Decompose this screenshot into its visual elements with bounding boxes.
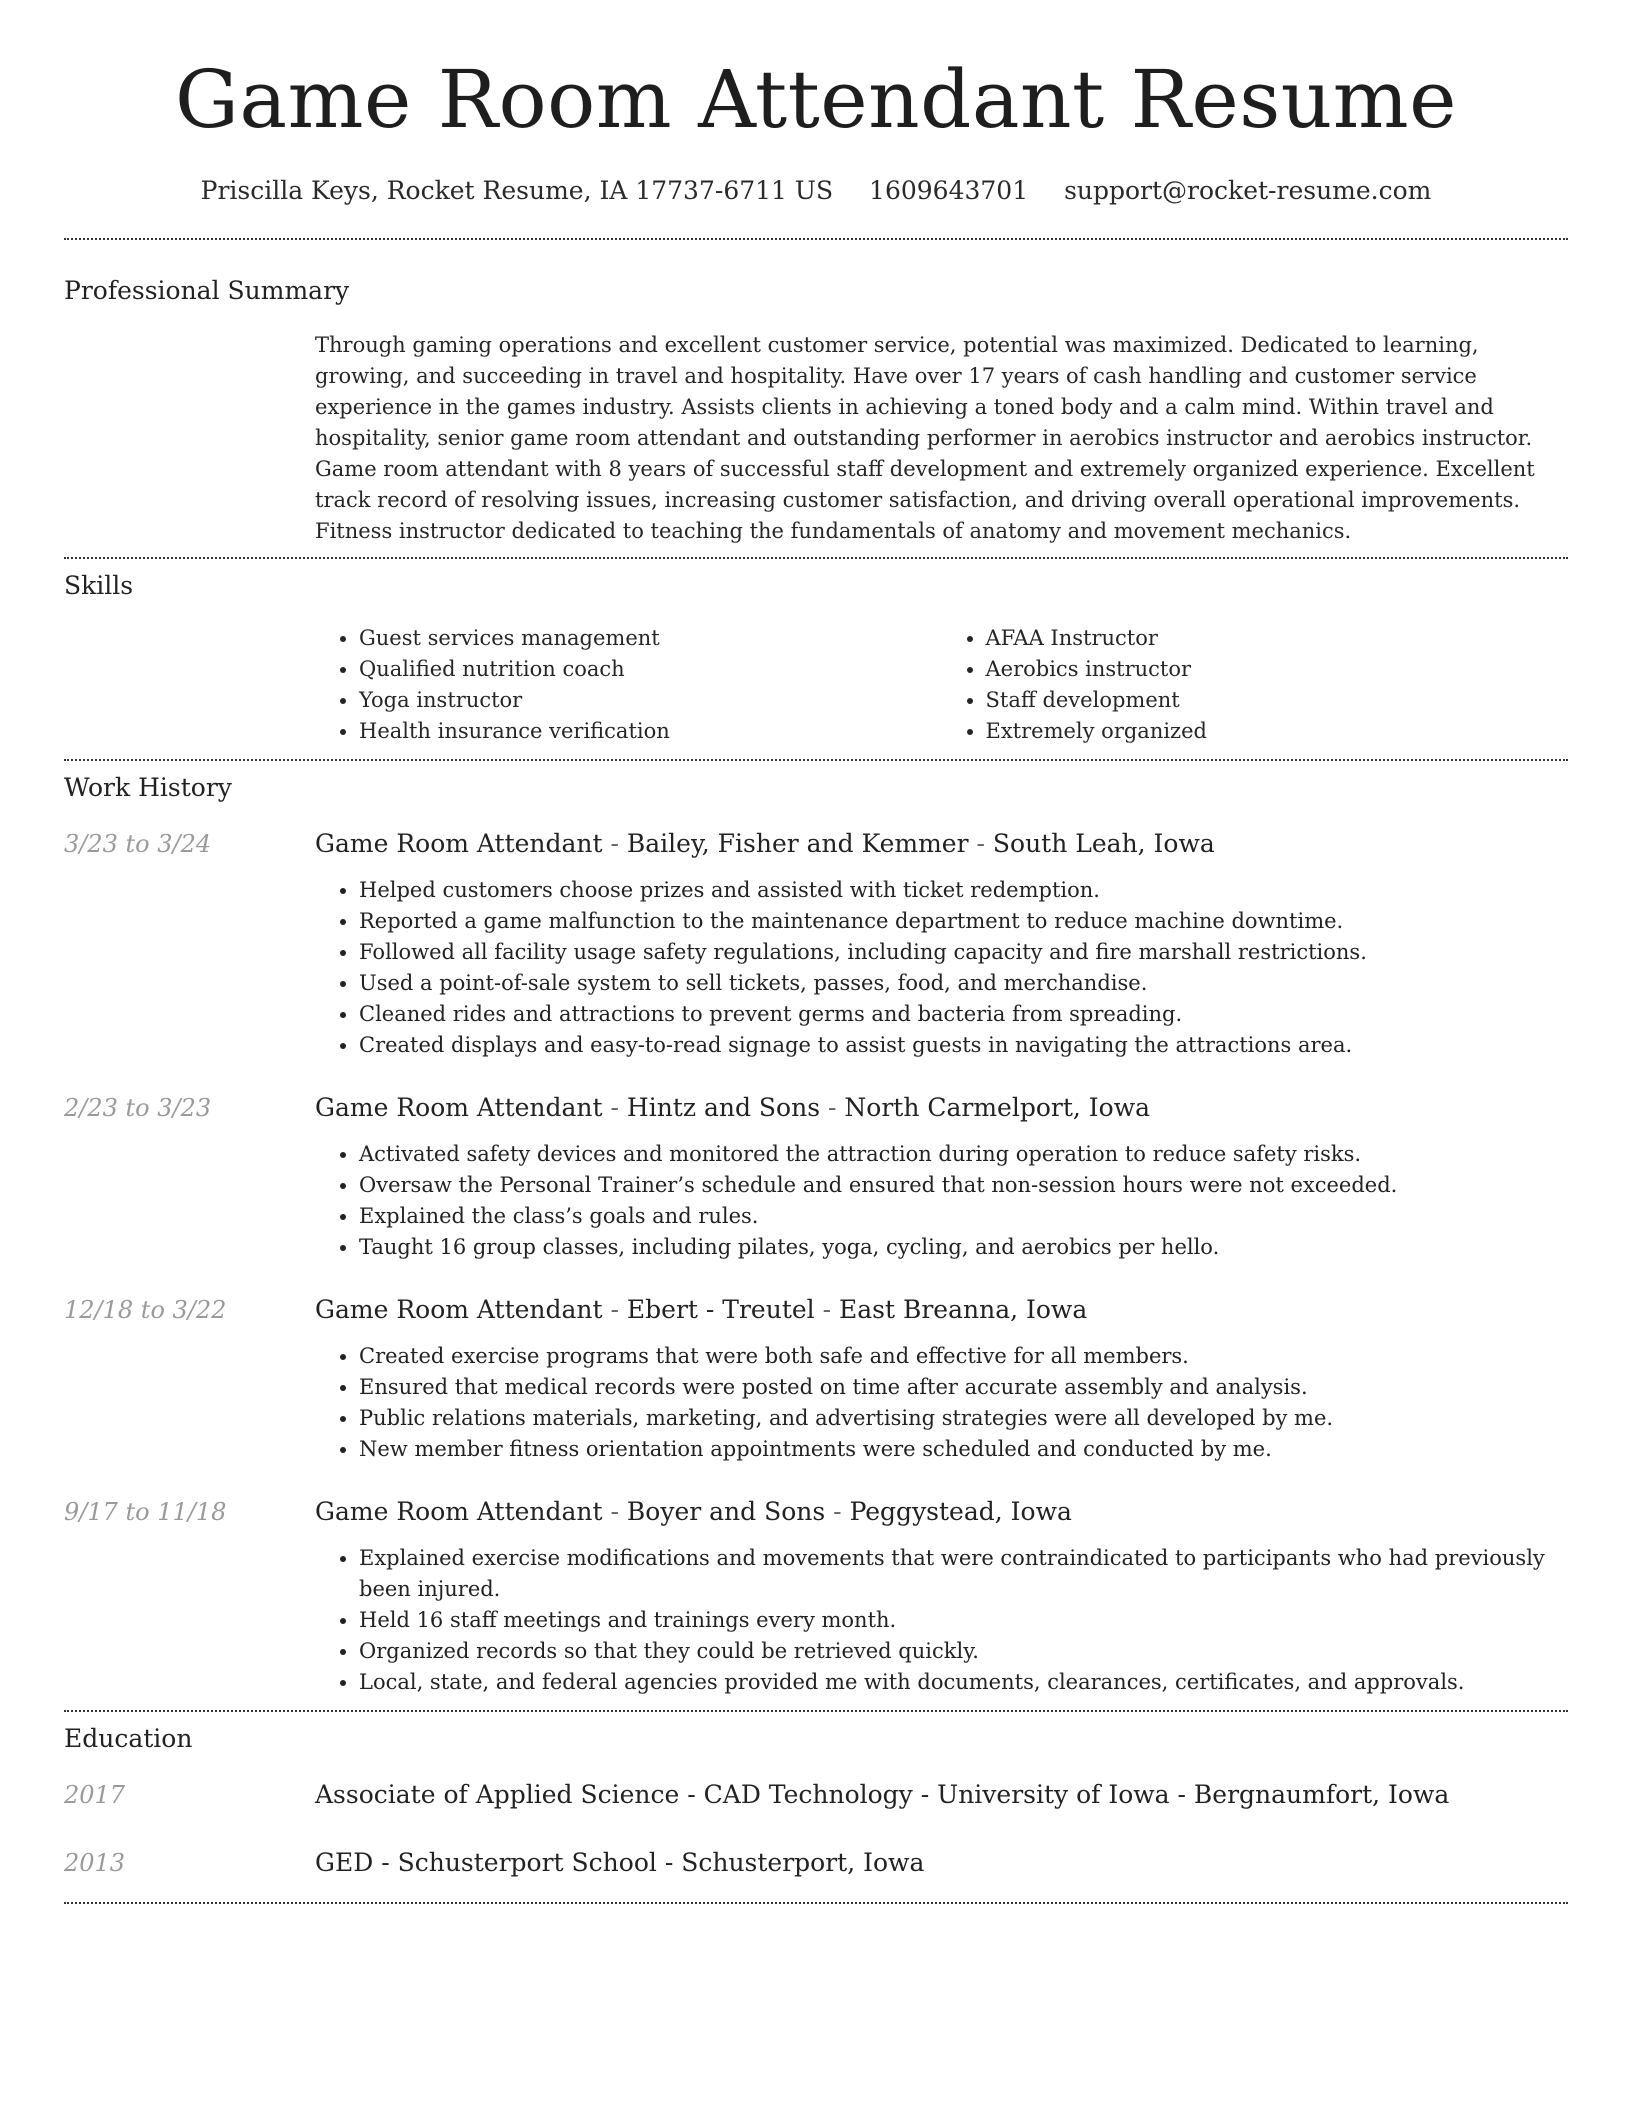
skills-columns bbox=[315, 623, 1568, 747]
skill-item: • Yoga instructor bbox=[359, 685, 942, 716]
job-title: Game Room Attendant bbox=[315, 1497, 603, 1526]
section-heading-work: Work History bbox=[64, 773, 232, 802]
divider bbox=[64, 557, 1568, 559]
contact-phone: 1609643701 bbox=[869, 176, 1029, 205]
job-entry bbox=[64, 1495, 1568, 1698]
divider bbox=[64, 1710, 1568, 1712]
education-entry bbox=[64, 1778, 1568, 1812]
resume-page bbox=[64, 0, 1568, 1904]
job-bullet: • New member fitness orientation appointments were scheduled and conducted by me. bbox=[359, 1434, 1568, 1465]
divider bbox=[64, 1902, 1568, 1904]
job-bullet: • Ensured that medical records were posted on time after accurate assembly and analysis. bbox=[359, 1372, 1568, 1403]
skill-item: • AFAA Instructor bbox=[986, 623, 1569, 654]
job-bullets bbox=[315, 1139, 1568, 1263]
job-location: North Carmelport, Iowa bbox=[844, 1093, 1151, 1122]
skill-item: • Health insurance verification bbox=[359, 716, 942, 747]
divider bbox=[64, 759, 1568, 761]
resume-title: Game Room Attendant Resume bbox=[175, 53, 1457, 146]
skill-item: • Extremely organized bbox=[986, 716, 1569, 747]
skill-item: • Guest services management bbox=[359, 623, 942, 654]
contact-email: support@rocket-resume.com bbox=[1064, 176, 1432, 205]
job-bullet: • Created exercise programs that were both safe and effective for all members. bbox=[359, 1341, 1568, 1372]
contact-address: Priscilla Keys, Rocket Resume, IA 17737-6711 US bbox=[200, 176, 834, 205]
education-date: 2013 bbox=[64, 1849, 126, 1877]
job-bullet: • Helped customers choose prizes and assisted with ticket redemption. bbox=[359, 875, 1568, 906]
job-bullet: • Reported a game malfunction to the maintenance department to reduce machine downtime. bbox=[359, 906, 1568, 937]
job-date: 12/18 to 3/22 bbox=[64, 1296, 227, 1324]
job-bullet: • Created displays and easy-to-read signage to assist guests in navigating the attractions area. bbox=[359, 1030, 1568, 1061]
education-text: GED - Schusterport School - Schusterport, Iowa bbox=[315, 1848, 925, 1877]
job-entry bbox=[64, 827, 1568, 1061]
education-section bbox=[64, 1722, 1568, 1880]
job-company: Boyer and Sons bbox=[626, 1497, 826, 1526]
job-bullet: • Explained exercise modifications and movements that were contraindicated to participants who had previously been injured. bbox=[359, 1543, 1568, 1605]
job-bullet: • Cleaned rides and attractions to prevent germs and bacteria from spreading. bbox=[359, 999, 1568, 1030]
skill-item: • Qualified nutrition coach bbox=[359, 654, 942, 685]
work-section bbox=[64, 771, 1568, 1698]
job-title: Game Room Attendant bbox=[315, 1295, 603, 1324]
job-heading: Game Room Attendant - Bailey, Fisher and Kemmer - South Leah, Iowa bbox=[315, 829, 1215, 858]
section-heading-education: Education bbox=[64, 1724, 193, 1753]
job-heading: Game Room Attendant - Hintz and Sons - North Carmelport, Iowa bbox=[315, 1093, 1151, 1122]
education-text: Associate of Applied Science - CAD Technology - University of Iowa - Bergnaumfort, Iowa bbox=[315, 1780, 1450, 1809]
job-bullet: • Taught 16 group classes, including pilates, yoga, cycling, and aerobics per hello. bbox=[359, 1232, 1568, 1263]
job-bullet: • Oversaw the Personal Trainer’s schedule and ensured that non-session hours were not exceeded. bbox=[359, 1170, 1568, 1201]
job-date: 2/23 to 3/23 bbox=[64, 1094, 212, 1122]
job-bullet: • Organized records so that they could be retrieved quickly. bbox=[359, 1636, 1568, 1667]
job-location: East Breanna, Iowa bbox=[839, 1295, 1088, 1324]
job-bullets bbox=[315, 1543, 1568, 1698]
skills-list-left bbox=[315, 623, 942, 747]
job-heading: Game Room Attendant - Ebert - Treutel - East Breanna, Iowa bbox=[315, 1295, 1088, 1324]
section-heading-summary: Professional Summary bbox=[64, 276, 350, 305]
education-entry bbox=[64, 1846, 1568, 1880]
job-title: Game Room Attendant bbox=[315, 1093, 603, 1122]
skill-item: • Staff development bbox=[986, 685, 1569, 716]
section-heading-skills: Skills bbox=[64, 571, 134, 600]
job-bullet: • Explained the class’s goals and rules. bbox=[359, 1201, 1568, 1232]
job-company: Bailey, Fisher and Kemmer bbox=[626, 829, 969, 858]
job-bullet: • Held 16 staff meetings and trainings every month. bbox=[359, 1605, 1568, 1636]
job-bullets bbox=[315, 1341, 1568, 1465]
divider bbox=[64, 238, 1568, 240]
job-company: Hintz and Sons bbox=[626, 1093, 821, 1122]
job-entry bbox=[64, 1091, 1568, 1263]
job-bullet: • Activated safety devices and monitored the attraction during operation to reduce safety risks. bbox=[359, 1139, 1568, 1170]
skills-section bbox=[64, 569, 1568, 747]
job-date: 3/23 to 3/24 bbox=[64, 830, 212, 858]
summary-section bbox=[64, 274, 1568, 547]
job-date: 9/17 to 11/18 bbox=[64, 1498, 227, 1526]
job-location: South Leah, Iowa bbox=[992, 829, 1215, 858]
job-bullet: • Followed all facility usage safety regulations, including capacity and fire marshall restrictions. bbox=[359, 937, 1568, 968]
skill-item: • Aerobics instructor bbox=[986, 654, 1569, 685]
job-company: Ebert - Treutel bbox=[626, 1295, 815, 1324]
skills-list-right bbox=[942, 623, 1569, 747]
job-bullet: • Local, state, and federal agencies provided me with documents, clearances, certificates, and approvals. bbox=[359, 1667, 1568, 1698]
job-location: Peggystead, Iowa bbox=[849, 1497, 1072, 1526]
job-bullet: • Used a point-of-sale system to sell tickets, passes, food, and merchandise. bbox=[359, 968, 1568, 999]
job-entry bbox=[64, 1293, 1568, 1465]
job-bullets bbox=[315, 875, 1568, 1061]
education-date: 2017 bbox=[64, 1781, 126, 1809]
job-title: Game Room Attendant bbox=[315, 829, 603, 858]
contact-line bbox=[64, 174, 1568, 208]
summary-text: Through gaming operations and excellent customer service, potential was maximized. Dedicated to learning, growing, and succeeding in travel and hospitality. Have over 17 years of cash handling and customer service experience in the games industry. Assists clients in achieving a toned body and a calm mind. Within travel and hospitality, senior game room attendant and outstanding performer in aerobics instructor and aerobics instructor. Game room attendant with 8 years of successful staff development and extremely organized experience. Excellent track record of resolving issues, increasing customer satisfaction, and driving overall operational improvements. Fitness instructor dedicated to teaching the fundamentals of anatomy and movement mechanics. bbox=[315, 333, 1535, 543]
job-bullet: • Public relations materials, marketing, and advertising strategies were all developed by me. bbox=[359, 1403, 1568, 1434]
job-heading: Game Room Attendant - Boyer and Sons - Peggystead, Iowa bbox=[315, 1497, 1072, 1526]
